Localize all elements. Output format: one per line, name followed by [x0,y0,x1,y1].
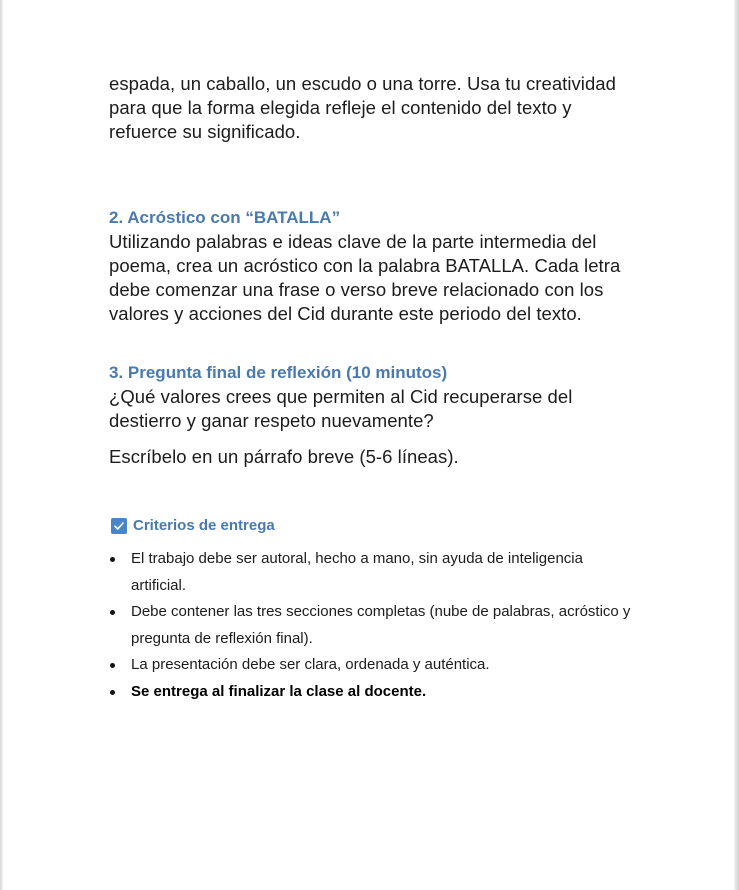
section-2-heading: 2. Acróstico con “BATALLA” [109,208,341,227]
criteria-item-text: Debe contener las tres secciones completas (nube de palabras, acróstico y pregunta de reflexión final). [131,603,631,647]
page-edge-right [734,0,739,890]
list-item [109,599,639,652]
criteria-header [111,517,639,534]
bullet-icon [110,610,115,615]
document-page [109,72,639,705]
section-3-question: ¿Qué valores crees que permiten al Cid recuperarse del destierro y ganar respeto nuevamente? [109,386,573,431]
bullet-icon [110,557,115,562]
criteria-list [109,546,639,705]
section-2-body: Utilizando palabras e ideas clave de la parte intermedia del poema, crea un acróstico con la palabra BATALLA. Cada letra debe comenzar una frase o verso breve relacionado con los valores y acciones del Cid durante este periodo del texto. [109,231,621,324]
intro-paragraph: espada, un caballo, un escudo o una torre. Usa tu creatividad para que la forma elegida refleje el contenido del texto y refuerce su significado. [109,73,616,142]
bullet-icon [110,663,115,668]
section-3-heading: 3. Pregunta final de reflexión (10 minutos) [109,363,448,382]
bullet-icon [110,690,115,695]
criteria-item-text: Se entrega al finalizar la clase al docente. [131,682,427,700]
checkbox-checked-icon [111,518,127,534]
list-item [109,652,639,679]
list-item [109,679,639,706]
criteria-item-text: El trabajo debe ser autoral, hecho a mano, sin ayuda de inteligencia artificial. [131,550,583,594]
criteria-item-text: La presentación debe ser clara, ordenada y auténtica. [131,656,490,673]
criteria-title: Criterios de entrega [133,517,275,534]
page-edge-left [0,0,3,890]
section-3-note: Escríbelo en un párrafo breve (5-6 líneas). [109,446,459,467]
list-item [109,546,639,599]
